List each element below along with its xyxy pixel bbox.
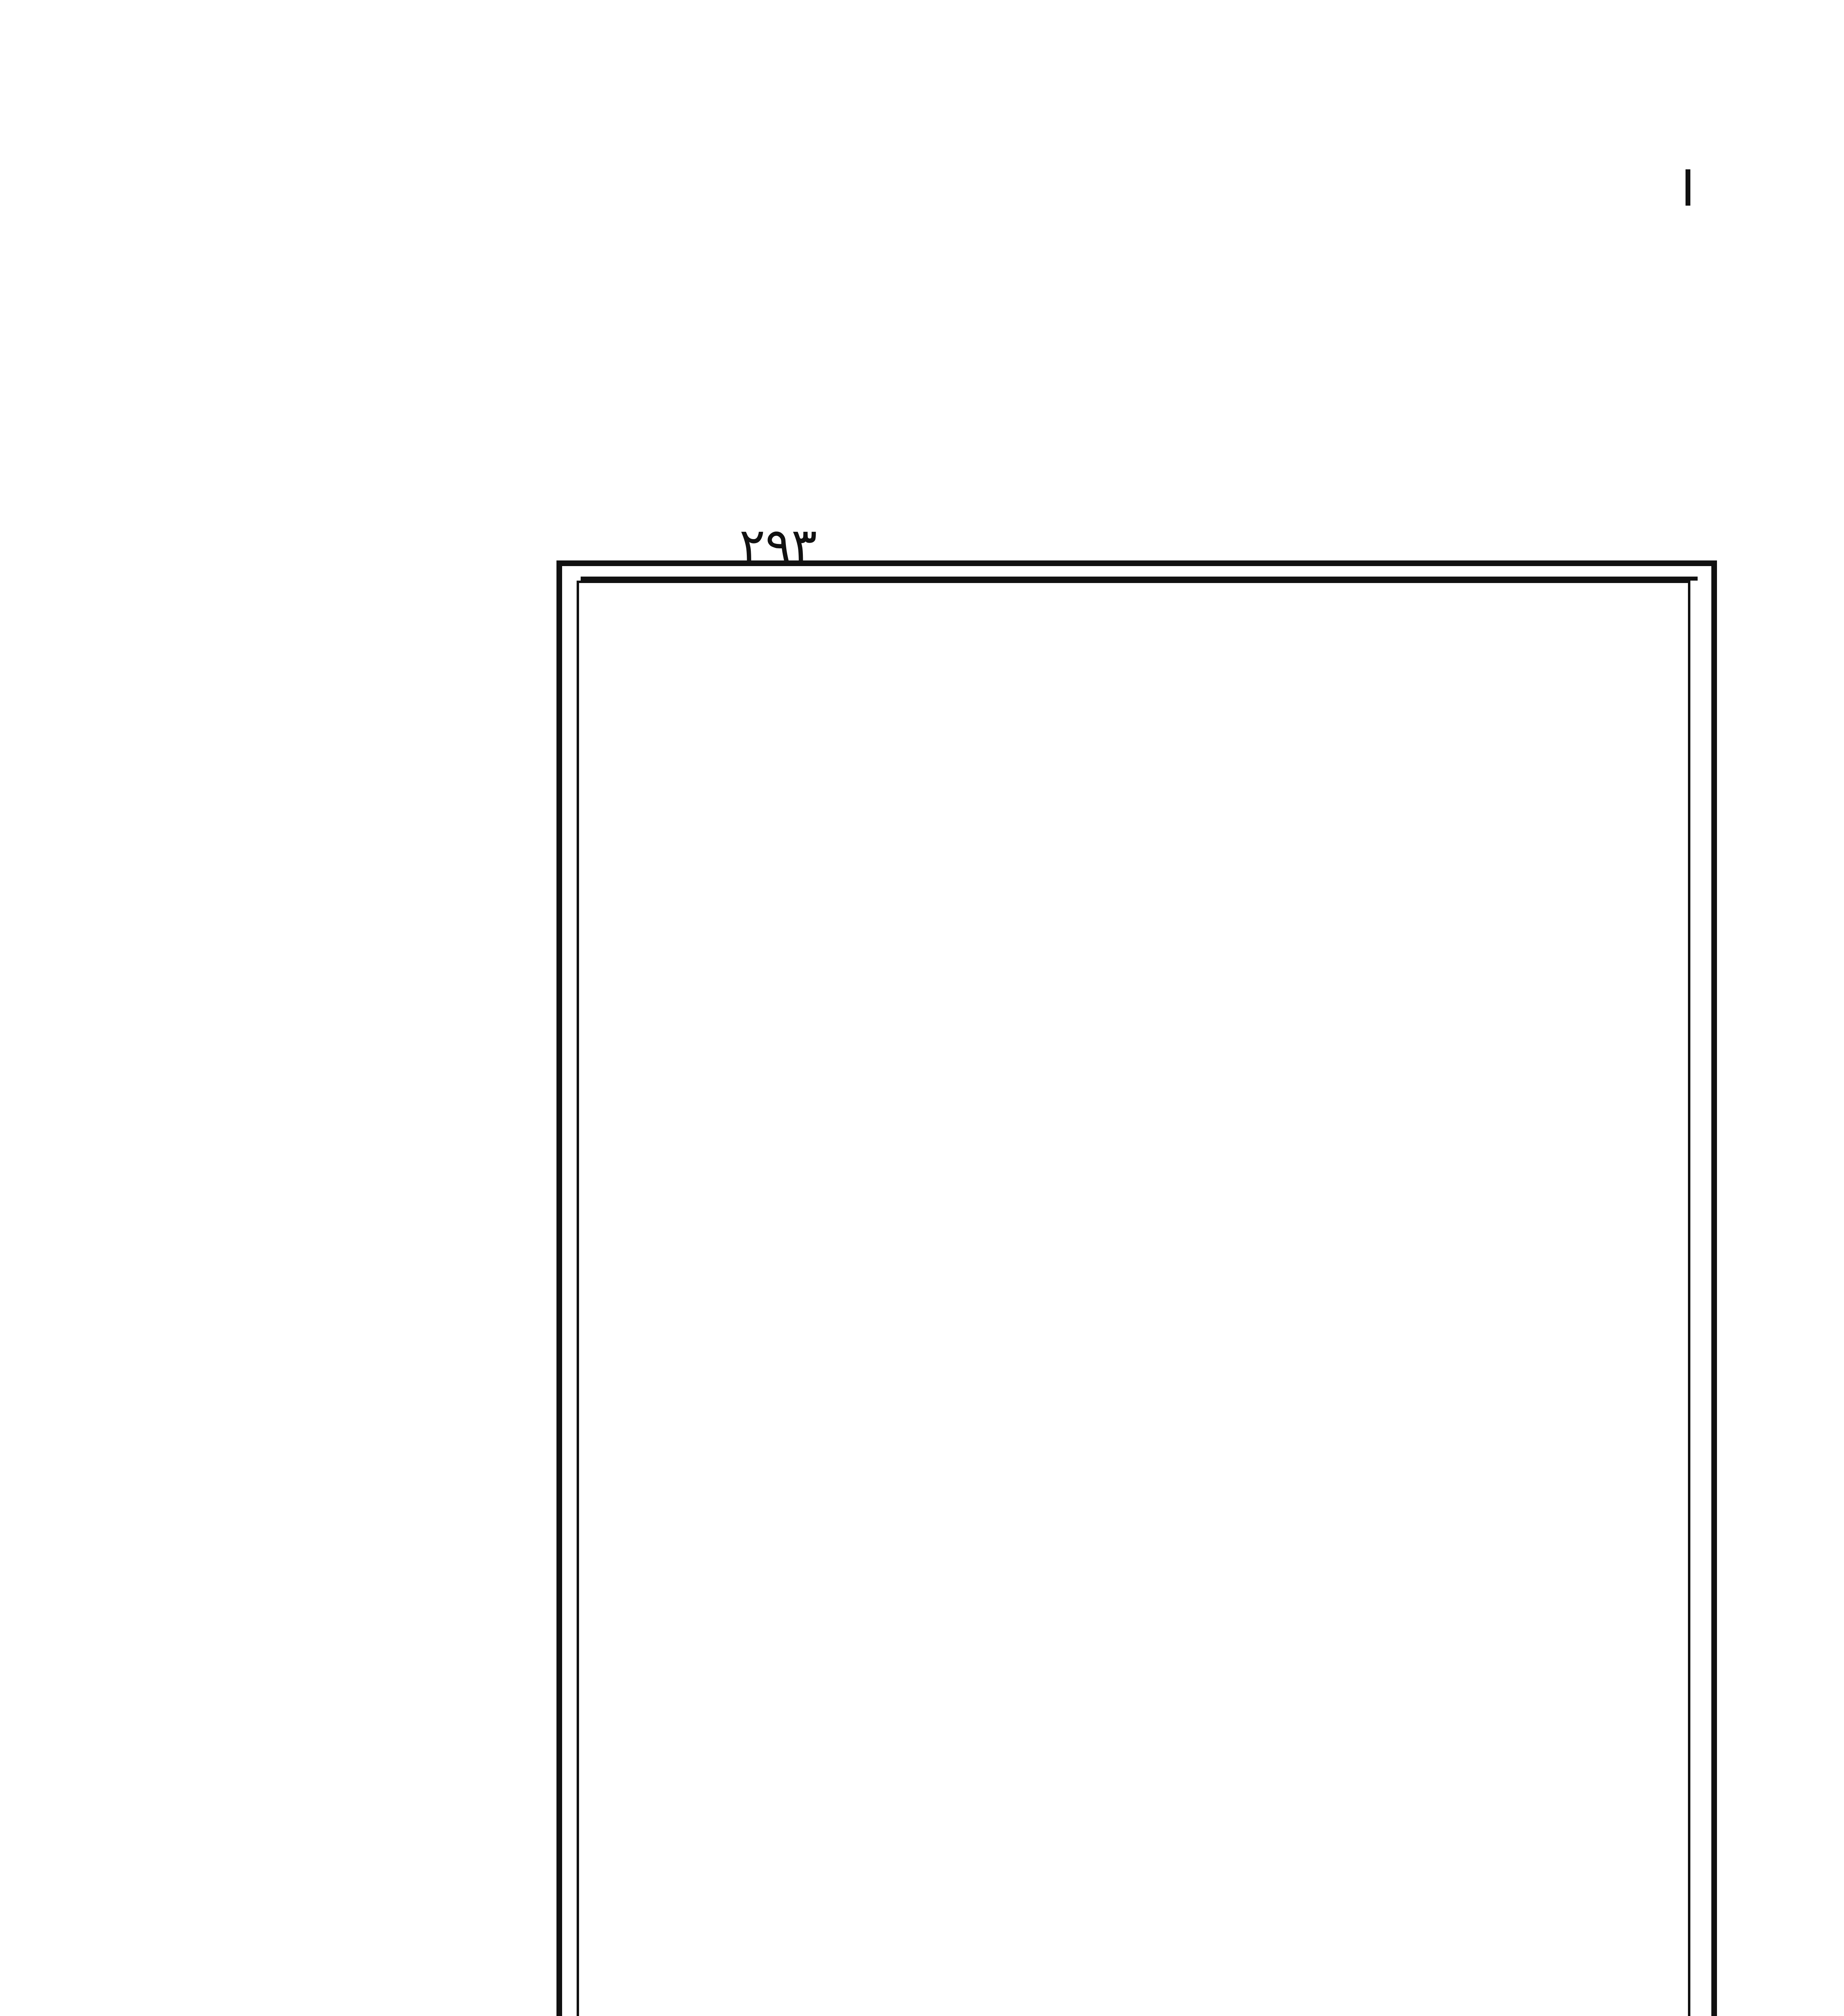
header-line [133, 355, 1706, 419]
box-line [597, 1084, 1665, 1154]
box-line [597, 593, 1665, 663]
box-line [597, 1154, 1665, 1224]
side-line [137, 927, 540, 998]
box-line [597, 663, 1665, 733]
box-line [597, 1505, 1665, 1575]
box-line [597, 1224, 1665, 1294]
side-line [137, 1138, 540, 1208]
header-line [133, 226, 1706, 290]
box-line [597, 1294, 1665, 1364]
box-line [597, 733, 1665, 803]
side-line [137, 1629, 540, 1699]
side-line [137, 857, 540, 927]
side-line [137, 577, 540, 647]
box-line [597, 1715, 1665, 1785]
side-line [137, 1278, 540, 1348]
box-line [597, 873, 1665, 943]
side-line [137, 1208, 540, 1278]
box-line [597, 1435, 1665, 1505]
box-line [597, 1856, 1665, 1926]
side-commentary-column [137, 577, 540, 2016]
side-line [137, 1839, 540, 1910]
side-line [137, 1559, 540, 1629]
side-line [137, 647, 540, 717]
boxed-commentary-column [597, 593, 1665, 2016]
header-line [133, 419, 1706, 484]
side-line [137, 1418, 540, 1489]
side-line [137, 787, 540, 857]
side-line [137, 1769, 540, 1839]
side-line [137, 1699, 540, 1769]
box-line [597, 803, 1665, 873]
side-line [137, 1980, 540, 2016]
header-line [133, 484, 1706, 548]
box-line [597, 1364, 1665, 1435]
box-line [597, 1996, 1665, 2016]
header-line [133, 161, 1706, 226]
side-line [137, 998, 540, 1068]
side-line [137, 1489, 540, 1559]
page-number: ٢٩٣ [739, 518, 817, 574]
box-line [597, 1645, 1665, 1715]
header-line [133, 290, 1706, 355]
side-line [137, 1910, 540, 1980]
box-line [597, 1014, 1665, 1084]
side-line [137, 1068, 540, 1138]
header-text-block [133, 161, 1706, 548]
side-line [137, 717, 540, 787]
side-line [137, 1348, 540, 1418]
box-line [597, 943, 1665, 1014]
box-line [597, 1575, 1665, 1645]
box-line [597, 1926, 1665, 1996]
box-line [597, 1785, 1665, 1856]
